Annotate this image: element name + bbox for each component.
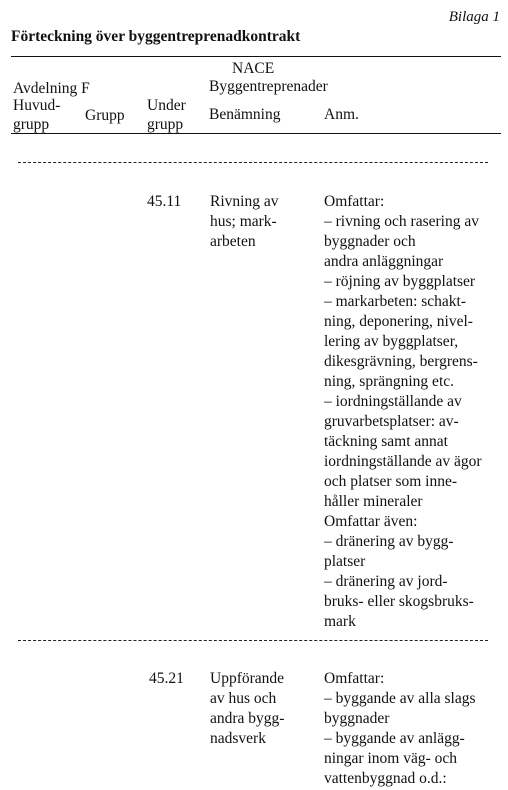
note-line: och platser som inne-: [324, 473, 458, 490]
huvudgrupp-heading-2: grupp: [13, 116, 50, 133]
name-line: arbeten: [210, 233, 256, 250]
row-note: [324, 669, 476, 789]
note-line: Omfattar även:: [324, 513, 418, 530]
undergrupp-heading-2: grupp: [147, 116, 184, 133]
avdelning-heading: Avdelning F: [13, 80, 90, 97]
byggentreprenader-heading: Byggentreprenader: [209, 78, 328, 95]
name-line: hus; mark-: [210, 213, 277, 230]
note-line: – röjning av byggplatser: [324, 273, 476, 290]
note-line: platser: [324, 553, 366, 570]
name-line: Uppförande: [210, 670, 285, 687]
note-line: bruks- eller skogsbruks-: [324, 593, 474, 610]
note-line: – dränering av bygg-: [324, 533, 454, 550]
note-line: gruvarbetsplatser: av-: [324, 413, 459, 430]
note-line: ning, sprängning etc.: [324, 373, 455, 390]
row-name: [210, 669, 284, 749]
note-line: täckning samt annat: [324, 433, 448, 450]
name-line: andra bygg-: [210, 710, 285, 727]
note-line: – iordningställande av: [324, 393, 462, 410]
benamning-heading: Benämning: [209, 106, 281, 123]
name-line: nadsverk: [210, 730, 266, 747]
document-title: Förteckning över byggentreprenadkontrakt: [11, 28, 301, 45]
note-line: iordningställande av ägor: [324, 453, 482, 470]
note-line: ning, deponering, nivel-: [324, 313, 473, 330]
name-line: av hus och: [210, 690, 277, 707]
note-line: – markarbeten: schakt-: [324, 293, 467, 310]
row-code: 45.11: [147, 193, 182, 210]
name-line: Rivning av: [210, 193, 279, 210]
row-name: [210, 192, 278, 252]
undergrupp-heading-1: Under: [147, 97, 186, 114]
appendix-label: Bilaga 1: [448, 9, 500, 25]
note-line: ningar inom väg- och: [324, 750, 458, 767]
note-line: dikesgrävning, bergrens-: [324, 353, 478, 370]
note-line: vattenbyggnad o.d.:: [324, 770, 447, 787]
row-separator: [18, 640, 488, 641]
row-separator: [18, 162, 488, 163]
note-line: – byggande av alla slags: [324, 690, 476, 707]
header-rule: [11, 133, 501, 134]
note-line: håller mineraler: [324, 493, 423, 510]
note-line: mark: [324, 613, 356, 630]
note-line: lering av byggplatser,: [324, 333, 459, 350]
note-line: Omfattar:: [324, 193, 385, 210]
nace-heading: NACE: [232, 60, 275, 77]
anm-heading: Anm.: [324, 106, 359, 123]
row-note: [324, 192, 482, 632]
huvudgrupp-heading-1: Huvud-: [13, 97, 61, 114]
grupp-heading: Grupp: [85, 107, 125, 124]
note-line: – rivning och rasering av: [324, 213, 479, 230]
note-line: byggnader: [324, 710, 390, 727]
note-line: andra anläggningar: [324, 253, 444, 270]
note-line: Omfattar:: [324, 670, 385, 687]
note-line: – dränering av jord-: [324, 573, 448, 590]
row-code: 45.21: [149, 670, 184, 687]
title-rule: [11, 56, 501, 57]
note-line: – byggande av anlägg-: [324, 730, 465, 747]
note-line: byggnader och: [324, 233, 416, 250]
